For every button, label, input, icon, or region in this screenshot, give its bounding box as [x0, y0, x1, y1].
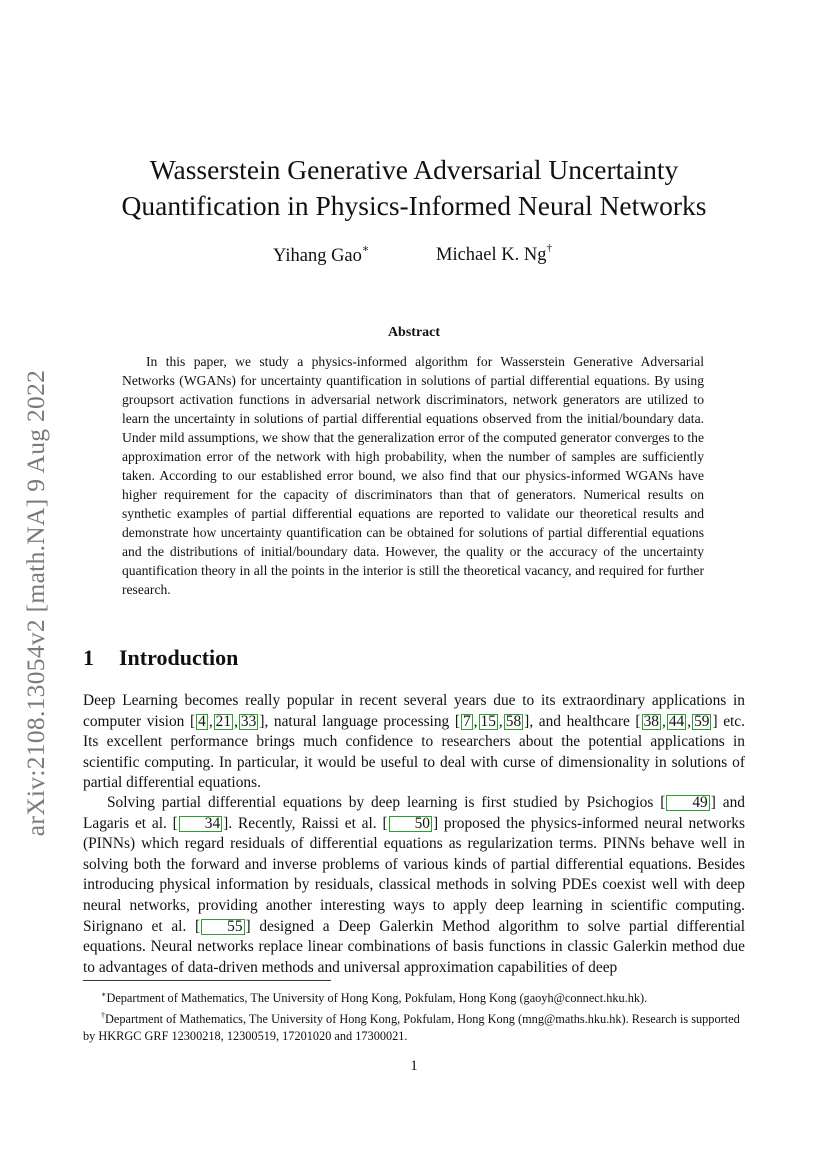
arxiv-identifier-stamp [14, 345, 58, 860]
section-number: 1 [83, 645, 94, 670]
section-title: Introduction [119, 645, 239, 670]
citation-group: [ 7 , 15 , 58 ] [454, 712, 530, 730]
footnote-1-mark: ∗ [101, 990, 107, 999]
paragraph-text: etc. Its excellent performance brings much confidence to researchers about the potential applications in scientific computing. In particular, it would be useful to deal with curse of dimensionality in solutions of partial differential equations. [83, 712, 745, 792]
intro-paragraph-1 [83, 691, 745, 794]
citation-group: [ 38 , 44 , 59 ] [635, 712, 718, 730]
arxiv-identifier-text: arXiv:2108.13054v2 [math.NA] 9 Aug 2022 [21, 369, 50, 836]
citation-link[interactable]: 15 [480, 712, 496, 730]
abstract-heading: Abstract [387, 325, 441, 340]
citation-link[interactable]: 59 [694, 712, 710, 730]
footnote-2-text: Department of Mathematics, The University of Hong Kong, Pokfulam, Hong Kong (mng@maths.hku.hk). Research is supported by HKRGC GRF 12300218, 12300519, 17201020 and 17300021. [83, 1012, 740, 1044]
section-heading [83, 645, 238, 671]
paragraph-text: proposed the physics-informed neural networks (PINNs) which regard residuals of differential equations as regularization terms. PINNs behave well in solving both the forward and inverse problems of various kinds of partial differential equations. Besides introducing physical information by residuals, classical methods in solving PDEs coexist well with deep neural networks, providing another interesting ways to apply deep learning in scientific computing. Sirignano et al. [83, 814, 745, 935]
paragraph-text: Solving partial differential equations by deep learning is first studied by Psichogios [107, 794, 661, 811]
paragraph-text: designed a Deep Galerkin Method algorithm to solve partial differential equations. Neural networks replace linear combinations of basis functions in classic Galerkin method due to advantages of data-driven methods and universal approximation capabilities of deep [83, 917, 745, 976]
citation-link[interactable]: 33 [240, 712, 257, 730]
paragraph-text: Deep Learning becomes really popular in recent several years due to its extraordinary applications in computer vision [83, 692, 745, 730]
author-1-name: Yihang Gao [273, 246, 362, 267]
citation-link[interactable]: 38 [643, 712, 659, 730]
citation-link[interactable]: 55 [201, 919, 244, 935]
author-2-footnote-mark[interactable]: † [546, 242, 552, 254]
title-line-2: Quantification in Physics-Informed Neural Networks [121, 190, 707, 221]
footnote-2-mark: † [101, 1011, 105, 1021]
citation-link[interactable]: 21 [215, 712, 232, 730]
paragraph-text: . Recently, Raissi et al. [228, 814, 383, 832]
abstract-text: In this paper, we study a physics-informed algorithm for Wasserstein Generative Adversarial Networks (WGANs) for uncertainty quantification in solutions of partial differential equations. By using groupsort activation functions in adversarial network discriminators, network generators are utilized to learn the uncertainty in solutions of partial differential equations observed from the initial/boundary data. Under mild assumptions, we show that the generalization error of the computed generator converges to the approximation error of the network with high probability, when the number of samples are sufficiently taken. According to our established error bound, we also find that our physics-informed WGANs have higher requirement for the capacity of discriminators than that of generators. Numerical results on synthetic examples of partial differential equations are reported to validate our theoretical results and demonstrate how uncertainty quantification can be obtained for solutions of partial differential equations and the distributions of initial/boundary data. However, the quality or the accuracy of the uncertainty quantification theory in all the points in the interior is still the theoretical vacancy, and required for further research. [122, 354, 704, 597]
citation-link[interactable]: 50 [389, 816, 432, 832]
intro-paragraph-2: Solving partial differential equations by deep learning is first studied by Psichogios [ 49 ] and Lagaris et al. [ 34 ]. Recently, Raissi et al. [ 50 ] proposed the physics-informed neural networks (PINNs) which regard residuals of differential equations as regularization terms. PINNs behave well in solving both the forward and inverse problems of various kinds of partial differential equations. Besides introducing physical information by residuals, classical methods in solving PDEs coexist well with deep neural networks, providing another interesting ways to apply deep learning in scientific computing. Sirignano et al. [ 55 ] designed a Deep Galerkin Method algorithm to solve partial differential equations. Neural networks replace linear combinations of basis functions in classic Galerkin method due to advantages of data-driven methods and universal approximation capabilities of deep [83, 794, 745, 976]
citation-group: [ 4 , 21 , 33 ] [189, 712, 265, 730]
author-1-footnote-mark[interactable]: ∗ [361, 243, 370, 255]
citation-link[interactable]: 49 [666, 795, 709, 811]
citation-link[interactable]: 58 [505, 712, 522, 730]
paper-title [80, 152, 748, 224]
citation-link[interactable]: 7 [462, 712, 471, 730]
author-2-name: Michael K. Ng [436, 245, 547, 266]
citation-link[interactable]: 34 [179, 816, 222, 832]
citation-link[interactable]: 44 [668, 712, 685, 730]
footnote-2 [83, 1007, 745, 1045]
paragraph-text: , and healthcare [529, 712, 636, 730]
footnote-1 [83, 986, 745, 1007]
paragraph-text: , natural language processing [264, 712, 455, 730]
citation-link[interactable]: 4 [198, 712, 206, 730]
paragraph-text: and Lagaris et al. [83, 794, 745, 832]
footnote-1-text: Department of Mathematics, The University of Hong Kong, Pokfulam, Hong Kong (gaoyh@connect.hku.hk). [106, 991, 648, 1006]
title-line-1: Wasserstein Generative Adversarial Uncertainty [149, 154, 679, 185]
author-list [0, 244, 828, 272]
page-number: 1 [410, 1058, 418, 1074]
footnotes [83, 986, 745, 1045]
author-1 [273, 244, 369, 267]
footnote-divider [83, 980, 331, 981]
author-2 [436, 244, 552, 266]
